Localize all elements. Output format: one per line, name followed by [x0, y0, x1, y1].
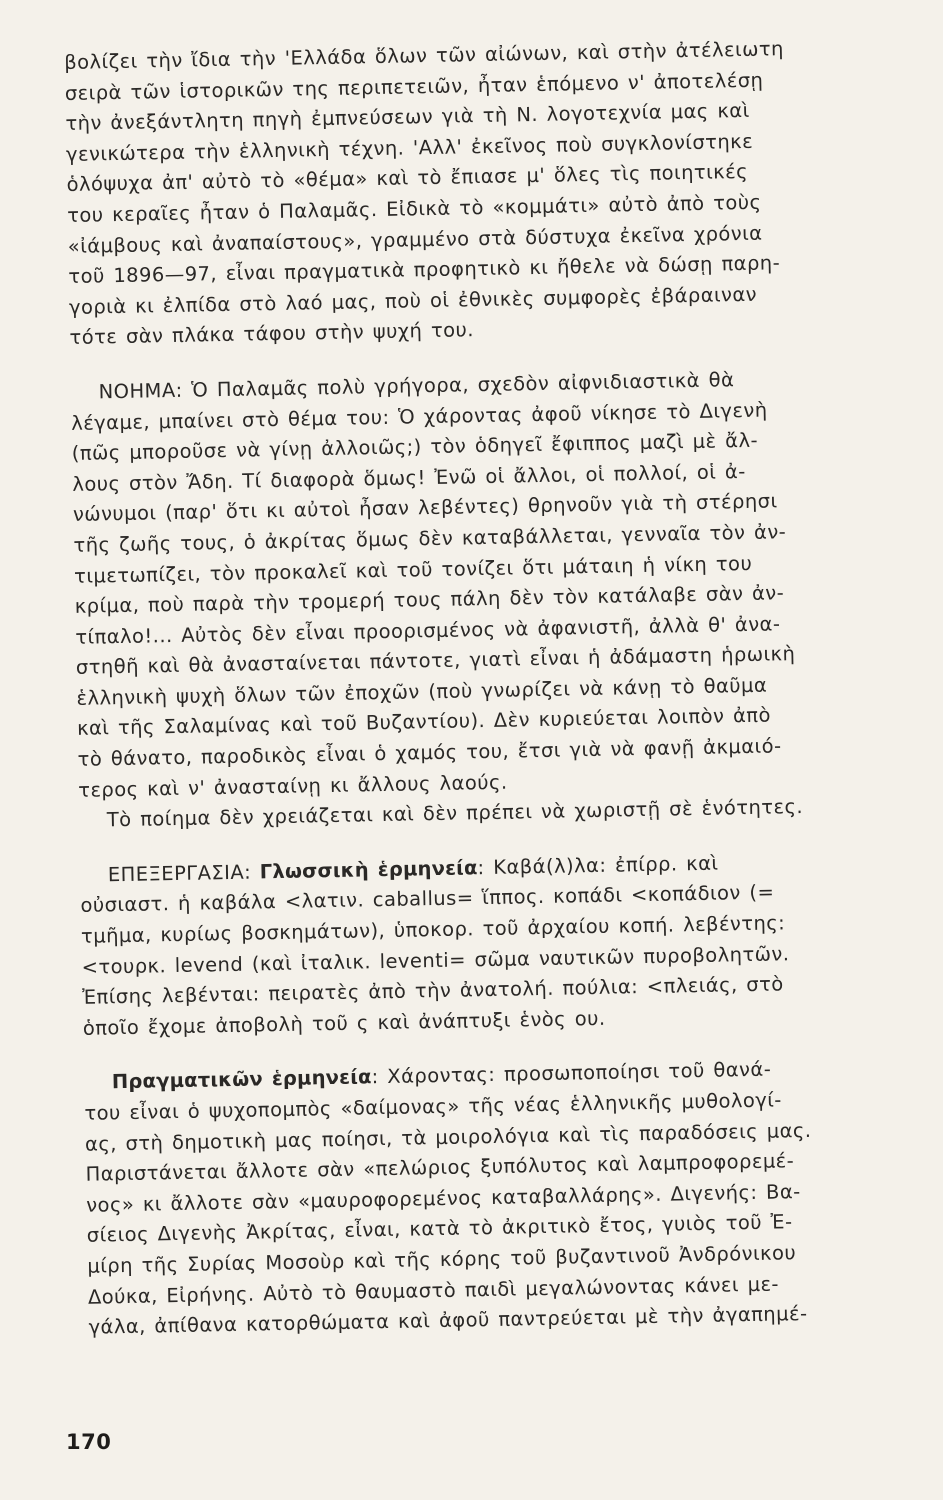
text-line: κρίμα, ποὺ παρὰ τὴν τρομερή τους πάλη δὲν τὸν κατάλαβε σὰν ἀν- — [74, 581, 785, 618]
text-line: καὶ τῆς Σαλαμίνας καὶ τοῦ Βυζαντίου). Δὲν κυριεύεται λοιπὸν ἀπὸ — [76, 704, 772, 741]
text-line: γοριὰ κι ἐλπίδα στὸ λαό μας, ποὺ οἱ ἐθνικὲς συμφορὲς ἐβάραιναν — [68, 282, 758, 319]
text-line: στηθῆ καὶ θὰ ἀνασταίνεται πάντοτε, γιατὶ εἶναι ἡ ἀδάμαστη ἡρωικὴ — [75, 642, 796, 680]
text-line: γάλα, ἀπίθανα κατορθώματα καὶ ἀφοῦ παντρεύεται μὲ τὴν ἀγαπημέ- — [88, 1302, 808, 1339]
text-line: οὐσιαστ. ἡ καβάλα <λατιν. caballus= ἵππος. κοπάδι <κοπάδιον (= — [80, 880, 775, 918]
text-line: νώνυμοι (παρ' ὅτι κι αὐτοὶ ἦσαν λεβέντες) θρηνοῦν γιὰ τὴ στέρησι — [72, 489, 778, 527]
text-line: λέγαμε, μπαίνει στὸ θέμα του: Ὁ χάροντας ἀφοῦ νίκησε τὸ Διγενὴ — [70, 398, 768, 435]
text-line: <τουρκ. levend (καὶ ἰταλικ. leventi= σῶμα ναυτικῶν πυροβολητῶν. — [81, 941, 790, 979]
text-line: Παριστάνεται ἄλλοτε σὰν «πελώριος ξυπόλυτος καὶ λαμπροφορεμέ- — [85, 1149, 795, 1186]
text-line: τότε σὰν πλάκα τάφου στὴν ψυχή του. — [69, 318, 475, 350]
text-line: ἑλληνικὴ ψυχὴ ὅλων τῶν ἐποχῶν (ποὺ γνωρίζει νὰ κάνῃ τὸ θαῦμα — [76, 673, 768, 710]
intro-paragraph — [64, 32, 928, 1344]
pragmatikon-heading: Πραγματικῶν ἑρμηνεία — [111, 1065, 372, 1094]
text-line: μίρη τῆς Συρίας Μοσοὺρ καὶ τῆς κόρης τοῦ βυζαντινοῦ Ἀνδρόνικου — [87, 1241, 797, 1278]
text-line: βολίζει τὴν ἴδια τὴν 'Ελλάδα ὅλων τῶν αἰώνων, καὶ στὴν ἀτέλειωτη — [64, 37, 785, 74]
text-line: τῆς ζωῆς τους, ὁ ἀκρίτας ὅμως δὲν καταβάλλεται, γενναῖα τὸν ἀν- — [73, 520, 787, 557]
text-line: τιμετωπίζει, τὸν προκαλεῖ καὶ τοῦ τονίζει ὅτι μάταιη ἡ νίκη του — [73, 551, 753, 588]
text-line: τμῆμα, κυρίως βοσκημάτων), ὑποκορ. τοῦ ἀρχαίου κοπή. λεβέντης: — [80, 911, 786, 948]
text-line: Ἐπίσης λεβένται: πειρατὲς ἀπὸ τὴν ἀνατολή. πούλια: <πλειάς, στὸ — [82, 972, 784, 1010]
pragmatikon-first-rest: : Χάροντας: προσωποποίησι τοῦ θανά- — [371, 1058, 772, 1089]
page-number: 170 — [66, 1430, 112, 1454]
text-line: νος» κι ἄλλοτε σὰν «μαυροφορεμένος καταβαλλάρης». Διγενής: Βα- — [85, 1179, 801, 1217]
text-line: γενικώτερα τὴν ἑλληνικὴ τέχνη. 'Αλλ' ἐκεῖνος ποὺ συγκλονίστηκε — [65, 129, 754, 166]
text-line: σειρὰ τῶν ἱστορικῶν της περιπετειῶν, ἦταν ἑπόμενο ν' ἀποτελέσῃ — [64, 68, 764, 105]
text-line: τερος καὶ ν' ἀνασταίνῃ κι ἄλλους λαούς. — [78, 770, 508, 802]
epexergasia-label: ΕΠΕΞΕΡΓΑΣΙΑ: — [107, 860, 252, 887]
text-line: Δούκα, Εἰρήνης. Αὐτὸ τὸ θαυμαστὸ παιδὶ μεγαλώνοντας κάνει με- — [87, 1272, 780, 1309]
text-line: σίειος Διγενὴς Ἀκρίτας, εἶναι, κατὰ τὸ ἀκριτικὸ ἔτος, γυιὸς τοῦ Ἐ- — [86, 1210, 793, 1248]
text-line: τὴν ἀνεξάντλητη πηγὴ ἐμπνεύσεων γιὰ τὴ Ν. λογοτεχνία μας καὶ — [65, 99, 750, 136]
text-line: ὁποῖο ἔχομε ἀποβολὴ τοῦ ς καὶ ἀνάπτυξι ἑνὸς ου. — [82, 1006, 606, 1040]
noima-line: ΝΟΗΜΑ: Ὁ Παλαμᾶς πολὺ γρήγορα, σχεδὸν αἰφνιδιαστικὰ θὰ — [98, 368, 735, 404]
text-line: «ἰάμβους καὶ ἀναπαίστους», γραμμένο στὰ δύστυχα ἐκεῖνα χρόνια — [67, 221, 763, 258]
text-line: του κεραῖες ἦταν ὁ Παλαμᾶς. Εἰδικὰ τὸ «κομμάτι» αὐτὸ ἀπὸ τοὺς — [66, 190, 762, 227]
text-line: τὸ θάνατο, παροδικὸς εἶναι ὁ χαμός του, ἔτσι γιὰ νὰ φανῇ ἀκμαιό- — [77, 734, 782, 771]
text-line: ὁλόψυχα ἀπ' αὐτὸ τὸ «θέμα» καὶ τὸ ἔπιασε μ' ὅλες τὶς ποιητικές — [66, 160, 749, 197]
epexergasia-first-rest: : Καβά(λ)λα: ἐπίρρ. καὶ — [477, 851, 719, 880]
text-line: τίπαλο!... Αὐτὸς δὲν εἶναι προορισμένος νὰ ἀφανιστῆ, ἀλλὰ θ' ἀνα- — [75, 612, 781, 649]
poem-note: Τὸ ποίημα δὲν χρειάζεται καὶ δὲν πρέπει νὰ χωριστῇ σὲ ἑνότητες. — [106, 795, 804, 832]
text-line: τοῦ 1896—97, εἶναι πραγματικὰ προφητικὸ κι ἤθελε νὰ δώσῃ παρη- — [68, 251, 781, 289]
glossiki-heading: Γλωσσικὴ ἑρμηνεία — [259, 856, 478, 884]
text-line: του εἶναι ὁ ψυχοπομπὸς «δαίμονας» τῆς νέας ἑλληνικῆς μυθολογί- — [84, 1088, 782, 1125]
text-line: ας, στὴ δημοτικὴ μας ποίησι, τὰ μοιρολόγια καὶ τὶς παραδόσεις μας. — [84, 1118, 812, 1156]
text-line: (πῶς μποροῦσε νὰ γίνῃ ἀλλοιῶς;) τὸν ὁδηγεῖ ἔφιππος μαζὶ μὲ ἄλ- — [71, 428, 759, 466]
text-line: λους στὸν Ἄδη. Τί διαφορὰ ὅμως! Ἐνῶ οἱ ἄλλοι, οἱ πολλοί, οἱ ἀ- — [72, 459, 746, 496]
